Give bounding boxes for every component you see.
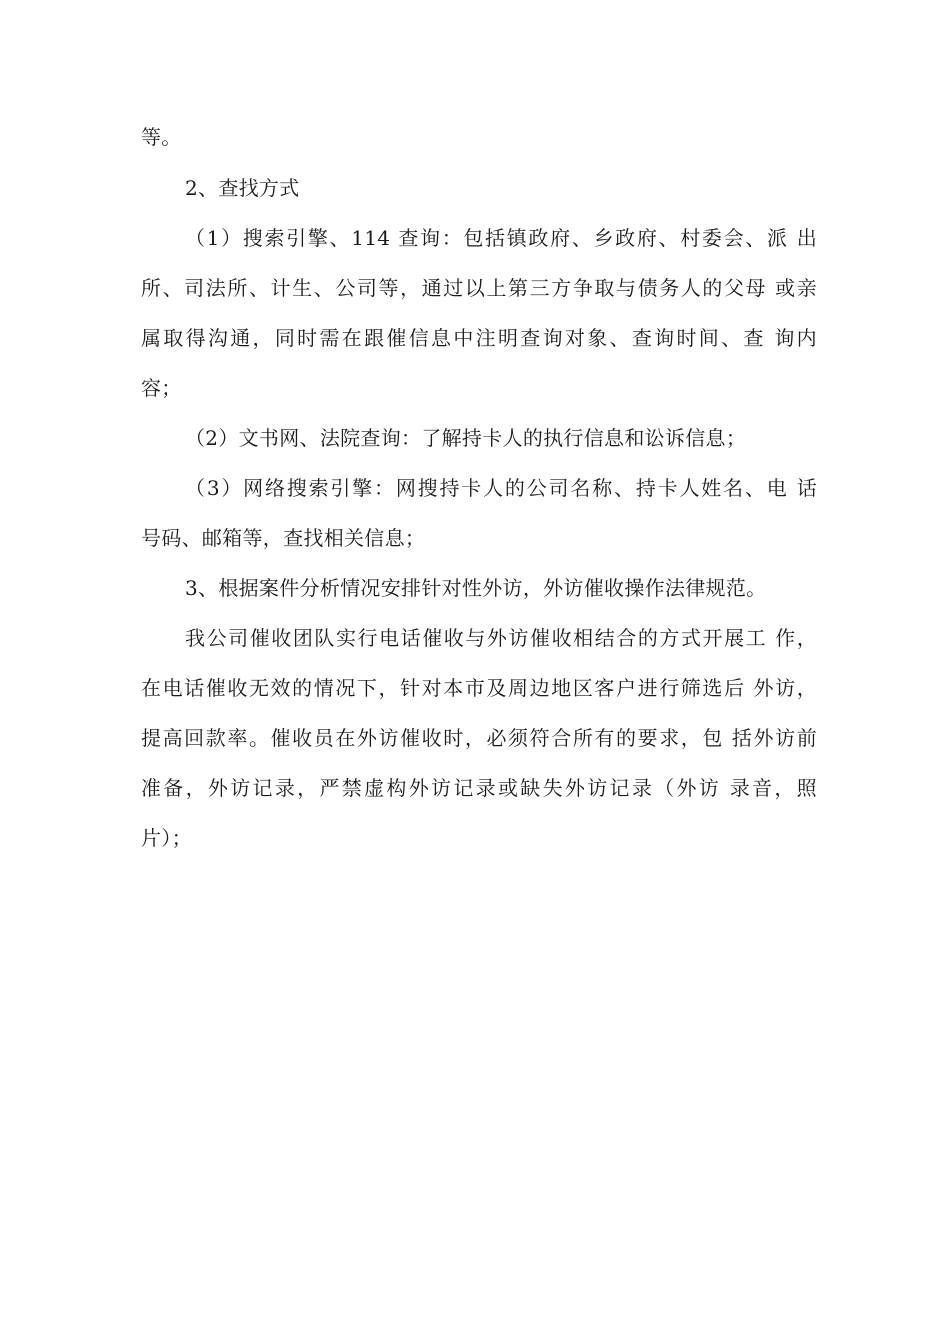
text-line: （3）网络搜索引擎：网搜持卡人的公司名称、持卡人姓名、电 话 <box>185 476 817 500</box>
text-line: 容； <box>141 376 182 400</box>
text-line: （2）文书网、法院查询：了解持卡人的执行信息和讼诉信息； <box>185 426 747 450</box>
text-line: 准备，外访记录，严禁虚构外访记录或缺失外访记录（外访 录音，照 <box>141 776 817 800</box>
text-line: （1）搜索引擎、114 查询：包括镇政府、乡政府、村委会、派 出 <box>185 226 817 250</box>
section-heading: 3、根据案件分析情况安排针对性外访，外访催收操作法律规范。 <box>185 576 767 600</box>
section-heading: 2、查找方式 <box>185 176 300 200</box>
text-line: 所、司法所、计生、公司等，通过以上第三方争取与债务人的父母 或亲 <box>141 276 817 300</box>
text-line: 提高回款率。催收员在外访催收时，必须符合所有的要求，包 括外访前 <box>141 726 817 750</box>
text-line: 属取得沟通，同时需在跟催信息中注明查询对象、查询时间、查 询内 <box>141 326 817 350</box>
text-line: 号码、邮箱等，查找相关信息； <box>141 526 426 550</box>
text-line: 在电话催收无效的情况下，针对本市及周边地区客户进行筛选后 外访， <box>141 676 817 700</box>
text-line: 等。 <box>141 125 182 149</box>
text-line: 我公司催收团队实行电话催收与外访催收相结合的方式开展工 作， <box>185 626 817 650</box>
text-line: 片）； <box>141 826 192 850</box>
